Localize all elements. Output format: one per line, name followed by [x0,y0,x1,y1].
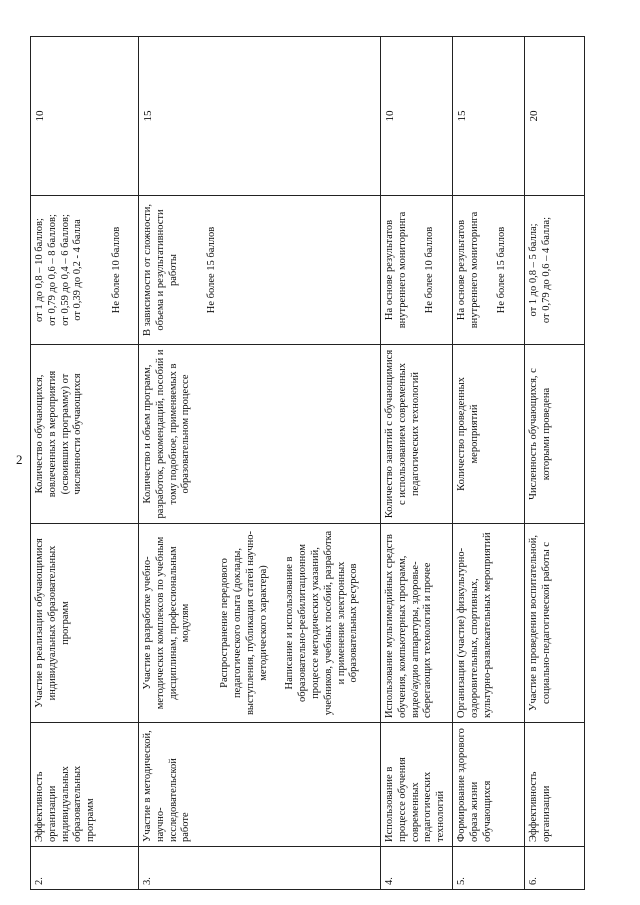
measure-cell: Численность обучающихся, с которыми проведена [525,345,585,524]
measure-cell: Количество проведенных мероприятий [453,345,525,524]
criterion-cell: Участие в методической, научно-исследовательской работе [139,723,381,847]
indicator-part: Распространение передового педагогического опыта (доклады, выступления, публикация статей научно-методического характера) [219,530,269,716]
max-points-cell: 15 [139,37,381,196]
max-points-cell: 15 [453,37,525,196]
max-points-cell: 10 [381,37,453,196]
value-cell [139,196,381,345]
table-area [30,45,630,890]
value-limit: Не более 15 баллов [495,226,507,314]
value-scale: от 1 до 0,8 – 10 баллов; от 0,79 до 0,6 – 8 баллов; от 0,59 до 0,4 – 6 баллов; от 0,39 до 0,2 - 4 балла [34,214,84,326]
value-scale: В зависимости от сложности, объема и результативности работы [142,203,179,337]
value-scale: от 1 до 0,8 – 5 балла; от 0,79 до 0,6 – 4 балла; [528,216,552,324]
row-number: 5. [453,847,525,890]
value-cell [525,196,585,345]
value-limit: Не более 10 баллов [111,226,123,314]
page-number: 2 [16,452,23,467]
indicator-cell: Участие в проведении воспитательной, социально-педагогической работы с [525,524,585,723]
indicator-cell: Использование мультимедийных средств обучения, компьютерных программ, видео/аудио аппаратуры, здоровье-сберегающих технологий и прочее [381,524,453,723]
table-row [139,37,381,890]
value-cell [453,196,525,345]
value-cell [31,196,139,345]
table-row [381,37,453,890]
row-number: 3. [139,847,381,890]
criterion-cell: Использование в процессе обучения современных педагогических технологий [381,723,453,847]
value-scale: На основе результатов внутреннего мониторинга [384,211,408,329]
indicator-cell: Участие в реализации обучающимися индивидуальных образовательных программ [31,524,139,723]
indicator-part: Написание и использование в образовательно-реабилитационном процессе методических указаний, учебников, учебных пособий, разработка и применение электронных образовательных ресурсов [284,530,360,716]
criterion-cell: Эффективность организации индивидуальных образовательных программ [31,723,139,847]
max-points-cell: 20 [525,37,585,196]
table-row [31,37,139,890]
row-number: 6. [525,847,585,890]
indicator-part: Участие в разработке учебно-методических комплексов по учебным дисциплинам, профессиональным модулям [142,536,192,710]
row-number: 4. [381,847,453,890]
table-row [525,37,585,890]
row-number: 2. [31,847,139,890]
max-points-cell: 10 [31,37,139,196]
indicator-cell [139,524,381,723]
rotated-table-wrapper [30,45,630,890]
value-cell [381,196,453,345]
criterion-cell: Эффективность организации [525,723,585,847]
measure-cell: Количество занятий с обучающимися с использованием современных педагогических технологий [381,345,453,524]
value-scale: На основе результатов внутреннего мониторинга [456,211,480,329]
criteria-table [30,36,585,890]
criterion-cell: Формирование здорового образа жизни обучающихся [453,723,525,847]
indicator-cell: Организация (участие) физкультурно-оздоровительных, спортивных, культурно-развлекательных мероприятий [453,524,525,723]
measure-cell: Количество обучающихся, вовлеченных в мероприятия (освоивших программу) от численности обучающихся [31,345,139,524]
measure-cell: Количество и объем программ, разработок, рекомендаций, пособий и тому подобное, применяемых в образовательном процессе [139,345,381,524]
value-limit: Не более 15 баллов [206,226,218,314]
table-row [453,37,525,890]
value-limit: Не более 10 баллов [423,226,435,314]
